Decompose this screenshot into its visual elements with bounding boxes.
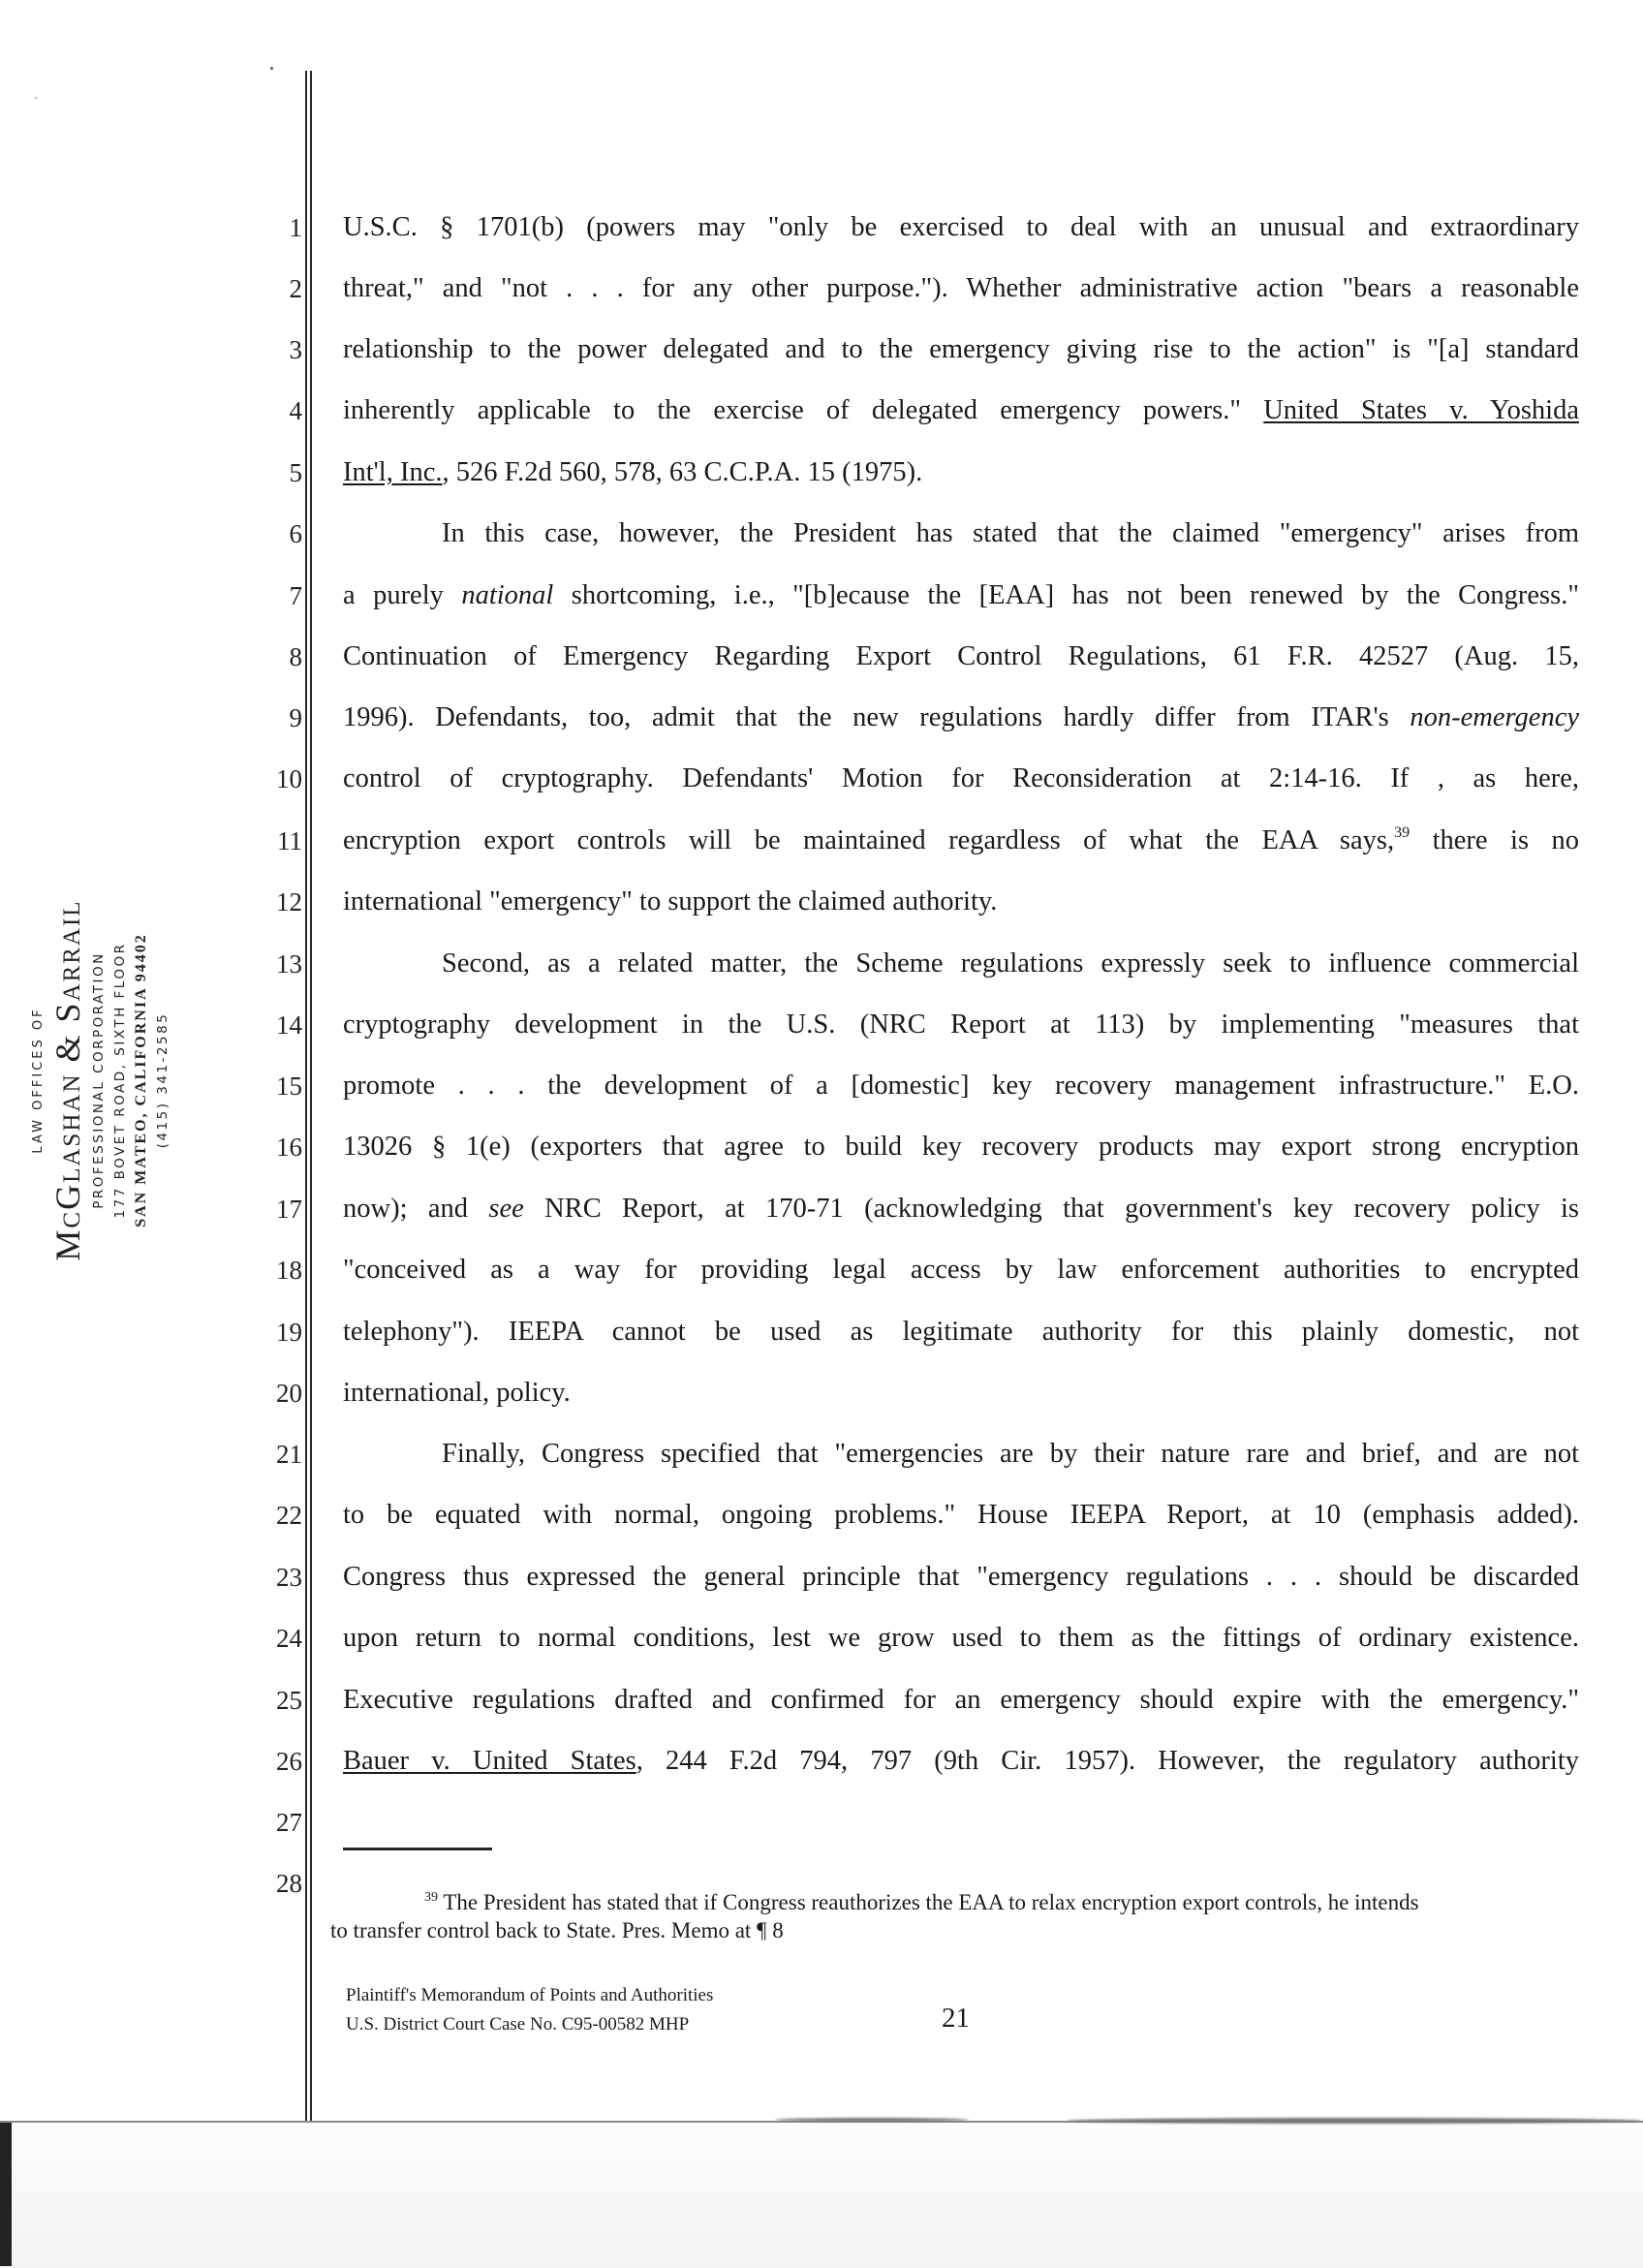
text-line-14: cryptography development in the U.S. (NRC Report at 113) by implementing "measures that — [343, 1010, 1579, 1040]
line-number: 26 — [276, 1747, 302, 1776]
text-line-21: Finally, Congress specified that "emergencies are by their nature rare and brief, and are not — [442, 1439, 1579, 1469]
line-number: 9 — [289, 703, 302, 732]
line-number: 11 — [277, 826, 302, 855]
text-span: a purely — [343, 580, 462, 610]
emphasis: see — [488, 1194, 524, 1224]
line-number: 5 — [289, 458, 302, 487]
text-line-15: promote . . . the development of a [domestic] key recovery management infrastructure." E.O. — [343, 1071, 1579, 1101]
line-number: 19 — [276, 1318, 302, 1347]
text-line-23: Congress thus expressed the general principle that "emergency regulations . . . should be discarded — [343, 1562, 1579, 1592]
line-number: 15 — [276, 1072, 302, 1101]
text-line-25: Executive regulations drafted and confirmed for an emergency should expire with the emergency." — [343, 1685, 1579, 1715]
text-line-9 — [343, 701, 1579, 734]
text-line-3: relationship to the power delegated and to the emergency giving rise to the action" is "[a] standard — [343, 334, 1579, 364]
text-line-16: 13026 § 1(e) (exporters that agree to build key recovery products may export strong encryption — [343, 1132, 1579, 1162]
text-line-17 — [343, 1193, 1579, 1226]
text-line-10: control of cryptography. Defendants' Motion for Reconsideration at 2:14-16. If , as here, — [343, 763, 1579, 793]
line-number: 1 — [289, 213, 302, 242]
text-line-20: international, policy. — [343, 1378, 571, 1408]
firm-address: 177 BOVET ROAD, SIXTH FLOOR — [112, 942, 128, 1219]
scan-speck — [35, 97, 37, 99]
footnote-text: The President has stated that if Congress reauthorizes the EAA to relax encryption export controls, he intends — [438, 1890, 1419, 1914]
emphasis: non-emergency — [1410, 702, 1579, 732]
line-number: 8 — [289, 642, 302, 671]
letterhead — [30, 899, 173, 1260]
line-number: 7 — [289, 581, 302, 610]
firm-city: SAN MATEO, CALIFORNIA 94402 — [133, 933, 149, 1227]
footnote-line-2: to transfer control back to State. Pres. Memo at ¶ 8 — [330, 1918, 784, 1942]
footer-document-title: Plaintiff's Memorandum of Points and Authorities — [346, 1985, 714, 2005]
text-line-7 — [343, 579, 1579, 612]
scanner-background — [0, 2121, 1643, 2268]
case-citation: Int'l, Inc. — [343, 457, 443, 487]
line-number: 22 — [276, 1501, 302, 1530]
text-span: there is no — [1410, 825, 1579, 855]
text-span: NRC Report, at 170-71 (acknowledging that government's key recovery policy is — [523, 1194, 1580, 1224]
emphasis: national — [461, 580, 554, 610]
text-line-5 — [343, 456, 1579, 489]
line-number: 14 — [276, 1010, 302, 1040]
case-citation: United States v. Yoshida — [1263, 395, 1580, 425]
line-number: 24 — [276, 1624, 302, 1653]
line-number: 12 — [276, 887, 302, 917]
line-number: 16 — [276, 1133, 302, 1162]
footer-case-number: U.S. District Court Case No. C95-00582 MHP — [346, 2014, 690, 2035]
line-number: 2 — [289, 274, 302, 303]
text-line-13: Second, as a related matter, the Scheme regulations expressly seek to influence commercial — [442, 948, 1579, 979]
text-line-2: threat," and "not . . . for any other purpose."). Whether administrative action "bears a reasonable — [343, 273, 1579, 303]
text-line-12: international "emergency" to support the claimed authority. — [343, 886, 998, 917]
page-edge-shadow — [775, 2118, 969, 2122]
firm-phone: (415) 341-2585 — [155, 1011, 170, 1149]
text-span: encryption export controls will be maintained regardless of what the EAA says, — [343, 825, 1395, 855]
line-number: 3 — [289, 335, 302, 364]
line-number: 10 — [276, 764, 302, 793]
line-number: 21 — [276, 1440, 302, 1469]
firm-corporation: PROFESSIONAL CORPORATION — [91, 951, 107, 1209]
page-number: 21 — [942, 2003, 970, 2034]
line-number: 23 — [276, 1563, 302, 1592]
text-span: now); and — [343, 1194, 489, 1224]
text-line-4 — [343, 394, 1579, 427]
scan-speck — [270, 67, 273, 70]
line-number: 28 — [276, 1869, 302, 1898]
text-span: shortcoming, i.e., "[b]ecause the [EAA] has not been renewed by the Congress." — [553, 580, 1579, 610]
line-number: 20 — [276, 1379, 302, 1408]
line-number: 18 — [276, 1256, 302, 1285]
letterhead-prefix: LAW OFFICES OF — [31, 1007, 46, 1154]
line-number: 13 — [276, 949, 302, 979]
text-line-1: U.S.C. § 1701(b) (powers may "only be exercised to deal with an unusual and extraordinary — [343, 212, 1579, 242]
pleading-rule-right — [310, 71, 312, 2121]
line-number: 6 — [289, 519, 302, 548]
footnote-number: 39 — [424, 1890, 438, 1905]
firm-name: McGlashan & Sarrail — [48, 899, 87, 1261]
line-number: 27 — [276, 1808, 302, 1837]
line-number: 4 — [289, 396, 302, 425]
text-line-11 — [343, 824, 1579, 857]
text-span: , 526 F.2d 560, 578, 63 C.C.P.A. 15 (1975). — [442, 457, 923, 487]
page-edge-shadow — [1066, 2118, 1643, 2124]
text-line-26 — [343, 1745, 1579, 1778]
case-citation: Bauer v. United States — [343, 1746, 636, 1776]
footnote-divider — [343, 1848, 492, 1850]
text-line-6: In this case, however, the President has stated that the claimed "emergency" arises from — [442, 518, 1579, 548]
line-number: 17 — [276, 1195, 302, 1224]
text-line-22: to be equated with normal, ongoing problems." House IEEPA Report, at 10 (emphasis added). — [343, 1500, 1579, 1530]
text-span: 1996). Defendants, too, admit that the new regulations hardly differ from ITAR's — [343, 702, 1410, 732]
footnote-ref[interactable]: 39 — [1394, 824, 1410, 841]
scanner-edge — [0, 2123, 12, 2266]
text-line-19: telephony"). IEEPA cannot be used as legitimate authority for this plainly domestic, not — [343, 1317, 1579, 1347]
text-line-24: upon return to normal conditions, lest we grow used to them as the fittings of ordinary existence. — [343, 1623, 1579, 1653]
text-span: inherently applicable to the exercise of delegated emergency powers." — [343, 395, 1264, 425]
pleading-rule-left — [305, 71, 307, 2121]
text-line-8: Continuation of Emergency Regarding Export Control Regulations, 61 F.R. 42527 (Aug. 15, — [343, 641, 1579, 671]
footnote-line-1 — [424, 1889, 1419, 1916]
line-number: 25 — [276, 1686, 302, 1715]
text-span: , 244 F.2d 794, 797 (9th Cir. 1957). However, the regulatory authority — [636, 1746, 1579, 1776]
text-line-18: "conceived as a way for providing legal access by law enforcement authorities to encrypted — [343, 1255, 1579, 1285]
